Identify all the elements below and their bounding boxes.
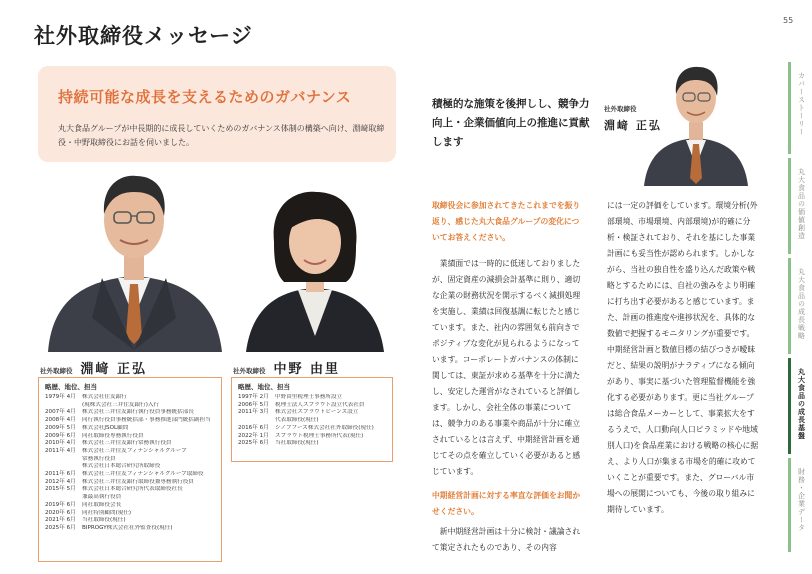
career-row (45, 448, 215, 456)
side-tab-value-creation[interactable]: 丸大食品の価値創造 (788, 158, 812, 254)
career-description: 税理士法人スプラウト設立代表社員 (275, 401, 365, 408)
career-description: 株式会社三井住友銀行取締役兼専務執行役員 (82, 478, 194, 485)
career-description: 代表取締役(現任) (275, 417, 319, 424)
career-row (45, 463, 215, 471)
name-fuchizaki (40, 358, 147, 377)
career-date: 2011年 6月 (45, 471, 76, 478)
career-row (45, 456, 215, 464)
answer-2-start: 新中期経営計画は十分に検討・議論されて策定されたものであり、その内容 (432, 527, 581, 552)
career-date: 2025年 6月 (238, 440, 269, 447)
career-date: 2022年 1月 (238, 432, 269, 439)
portrait-fuchizaki (40, 168, 228, 352)
career-row (45, 517, 215, 525)
director-role: 社外取締役 (40, 367, 73, 375)
career-description: (現株式会社三井住友銀行)入行 (82, 401, 160, 408)
career-date: 2020年 6月 (45, 509, 76, 516)
career-row (45, 425, 215, 433)
career-date: 2016年 6月 (238, 424, 269, 431)
career-date: 2012年 4月 (45, 478, 76, 485)
director-name: 淵﨑 正弘 (80, 362, 148, 377)
career-date: 2011年 3月 (238, 409, 269, 416)
page-number: 55 (783, 16, 794, 25)
career-row (45, 471, 215, 479)
career-date: 2019年 6月 (45, 501, 76, 508)
career-date: 2021年 6月 (45, 517, 76, 524)
career-date (45, 494, 82, 502)
director-name: 中野 由里 (273, 362, 341, 377)
career-row (45, 486, 215, 494)
career-description: 同社特別顧問(現任) (82, 509, 132, 516)
career-date: 2008年 4月 (45, 417, 76, 424)
career-description: 株式会社JSOL顧問 (82, 424, 129, 431)
director-role: 社外取締役 (233, 367, 266, 375)
career-description: スプラウト税理士事務所代表(現任) (275, 432, 364, 439)
side-tab-growth-strategy[interactable]: 丸大食品の成長戦略 (788, 258, 812, 354)
career-date: 2009年 5月 (45, 424, 76, 431)
career-date: 1997年 2月 (238, 394, 269, 400)
portrait-fuchizaki-small (640, 62, 752, 186)
body-column-2 (607, 198, 761, 518)
career-description: 常務執行役員 (82, 455, 116, 462)
career-row (238, 440, 386, 448)
name-nakano (233, 358, 340, 377)
question-2: 中期経営計画に対する率直な評価をお聞かせください。 (432, 491, 581, 516)
career-date: 2010年 4月 (45, 440, 76, 447)
side-tabs (788, 62, 812, 552)
career-row (238, 425, 386, 433)
question-1: 取締役会に参加されてきたこれまでを振り返り、感じた丸大食品グループの変化についてお答えください。 (432, 201, 581, 242)
headline: 積極的な施策を後押しし、競争力向上・企業価値向上の推進に貢献します (432, 98, 590, 148)
career-heading: 略歴、地位、担当 (45, 383, 97, 391)
side-tab-financial-data[interactable]: 財務・企業データ (788, 458, 812, 552)
career-description: 同社取締役専務執行役員 (82, 432, 144, 439)
career-row (45, 525, 215, 533)
career-description: 株式会社日本総合研究所取締役 (82, 463, 161, 470)
body-column-1 (432, 198, 584, 556)
career-description: 株式会社スプラウトビーンズ設立 (275, 409, 359, 416)
career-row (45, 409, 215, 417)
answer-2-continued: には一定の評価をしています。環境分析(外部環境、市場環境、内部環境)が的確に分析・検証されており、それを基にした事業計画にも妥当性が認められます。しかしながら、当社の独自性を盛り込んだ政策や戦略とするためには、自社の強みをより明確に打ち出す必要があると感じています。また、計画の推進度や進捗状況を、具体的な数値で把握するモニタリングが重要です。中期経営計画と数値目標の結びつきが曖昧だと、結果の説明がナラティブになる傾向があり、事実に基づいた管理監督機能を強化する必要があります。更に当社グループは総合食品メーカーとして、事業拡大をするうえで、人口動向(人口ピラミッドや地域別人口)を食品産業における戦略の核心に据え、より人口が集まる市場を的確に攻めていくことが重要です。また、グローバル市場への展開についても、今後の取り組みに期待しています。 (607, 201, 759, 514)
career-row (45, 417, 215, 425)
side-tab-growth-foundation[interactable]: 丸大食品の成長基盤 (788, 358, 812, 454)
career-description: 兼最高執行役員 (82, 494, 122, 501)
page-title: 社外取締役メッセージ (34, 24, 253, 48)
career-date: 2009年 6月 (45, 432, 76, 439)
career-description: 当社取締役(現任) (82, 517, 126, 524)
career-date (45, 463, 82, 471)
career-description: 当社取締役(現任) (275, 440, 319, 447)
career-description: 株式会社日本総合研究所代表取締役社長 (82, 486, 183, 493)
answer-1: 業績面では一時的に低迷しておりましたが、固定資産の減損会計基準に則り、適切な企業の財務状況を開示するべく減損処理を実施し、業績は回復基調に転じたと感じています。また、社内の雰囲気も前向きでポジティブな変化が見られるようになっています。コーポレートガバナンスの体制に関しては、東証が求める基準を十分に満たし、安定した運営がなされていると評価します。しかし、会社全体の事業については、競争力のある事業や商品が十分に確立されているとは言えず、中期経営計画を通じてその点を確立していく必要があると感じています。 (432, 259, 581, 476)
career-row (238, 409, 386, 417)
career-date: 2007年 4月 (45, 409, 76, 416)
career-row (45, 394, 215, 402)
career-date (45, 456, 82, 464)
portrait-nakano (240, 186, 390, 352)
theme-text: 丸大食品グループが中長期的に成長していくためのガバナンス体制の構築へ向け、淵﨑取締役・中野取締役にお話を伺いました。 (58, 124, 385, 147)
career-description: 株式会社住友銀行 (82, 394, 127, 400)
career-row (45, 440, 215, 448)
career-description: 株式会社三井住友フィナンシャルグループ (82, 447, 187, 454)
theme-title: 持続可能な成長を支えるためのガバナンス (58, 88, 352, 106)
interviewee-role: 社外取締役 (604, 105, 637, 113)
career-heading: 略歴、地位、担当 (238, 383, 290, 391)
interviewee-name: 淵﨑 正弘 (604, 119, 662, 132)
career-description: 株式会社三井住友銀行常務執行役員 (82, 440, 172, 447)
career-description: 株式会社三井住友フィナンシャルグループ取締役 (82, 471, 204, 478)
theme-box (38, 66, 396, 162)
career-date (238, 417, 275, 425)
career-date: 2006年 5月 (238, 401, 269, 408)
career-description: 同行執行役員事務統括部・事務推進部門統括副担当 (82, 417, 211, 424)
career-date: 2015年 5月 (45, 486, 76, 493)
career-box-fuchizaki (38, 377, 222, 562)
career-row (238, 394, 386, 402)
side-tab-cover-story[interactable]: カバーストーリー (788, 62, 812, 154)
career-row (238, 417, 386, 425)
career-box-nakano (231, 377, 393, 462)
career-date: 1979年 4月 (45, 394, 76, 400)
career-description: シノブフーズ株式会社社外取締役(現任) (275, 424, 374, 431)
career-date: 2025年 6月 (45, 524, 76, 531)
career-description: BIPROGY株式会社社外監査役(現任) (82, 524, 173, 531)
career-date: 2011年 4月 (45, 447, 76, 454)
career-row (45, 502, 215, 510)
career-description: 中野由里税理士事務所設立 (275, 394, 343, 400)
career-description: 同社取締役会長 (82, 501, 122, 508)
career-description: 株式会社三井住友銀行執行役員事務統括部長 (82, 409, 194, 416)
career-row (45, 494, 215, 502)
